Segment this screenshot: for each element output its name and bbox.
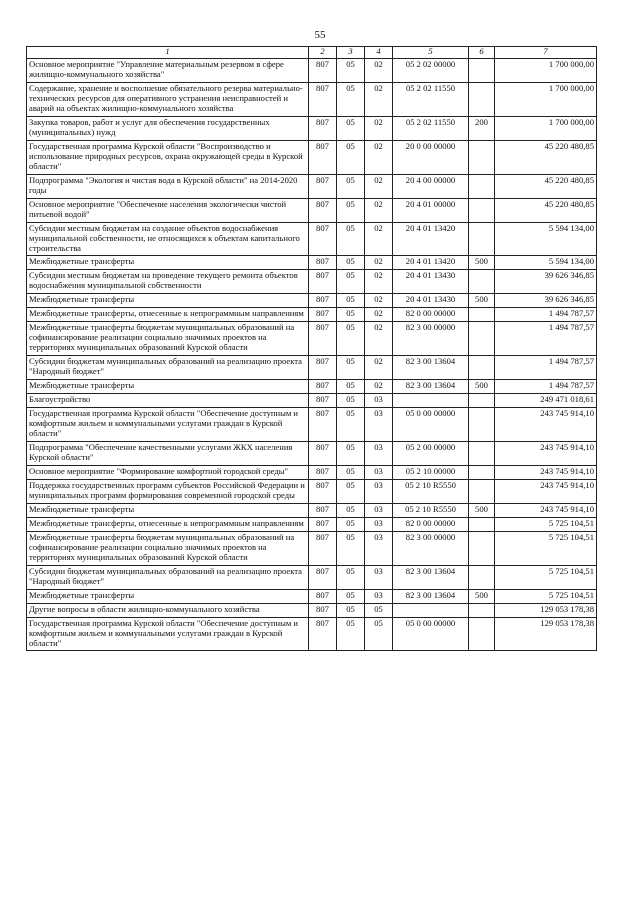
row-name-cell: Субсидии бюджетам муниципальных образований на реализацию проекта "Народный бюджет" [27,565,309,589]
section-code-cell: 05 [337,270,365,294]
row-name-cell: Подпрограмма "Экология и чистая вода в Курской области" на 2014-2020 годы [27,174,309,198]
table-row [27,380,597,394]
amount-cell: 243 745 914,10 [495,442,597,466]
subsection-code-cell: 03 [365,531,393,565]
expense-type-cell [469,308,495,322]
header-cell: 4 [365,47,393,59]
expense-type-cell [469,198,495,222]
header-row [27,47,597,59]
section-code-cell: 05 [337,531,365,565]
row-name-cell: Межбюджетные трансферты [27,294,309,308]
section-code-cell: 05 [337,565,365,589]
expense-type-cell [469,479,495,503]
grbs-code-cell: 807 [309,479,337,503]
target-article-cell: 05 0 00 00000 [393,408,469,442]
target-article-cell: 82 3 00 13604 [393,589,469,603]
subsection-code-cell: 02 [365,222,393,256]
subsection-code-cell: 02 [365,322,393,356]
table-row [27,479,597,503]
amount-cell: 45 220 480,85 [495,174,597,198]
table-row [27,322,597,356]
subsection-code-cell: 05 [365,617,393,651]
table-row [27,503,597,517]
grbs-code-cell: 807 [309,408,337,442]
section-code-cell: 05 [337,222,365,256]
amount-cell: 1 700 000,00 [495,59,597,83]
amount-cell: 243 745 914,10 [495,503,597,517]
expense-type-cell [469,174,495,198]
table-row [27,256,597,270]
expense-type-cell [469,531,495,565]
subsection-code-cell: 02 [365,380,393,394]
target-article-cell: 20 4 01 13420 [393,256,469,270]
target-article-cell: 20 4 01 13430 [393,270,469,294]
target-article-cell: 05 2 02 00000 [393,59,469,83]
table-row [27,565,597,589]
section-code-cell: 05 [337,503,365,517]
grbs-code-cell: 807 [309,308,337,322]
row-name-cell: Межбюджетные трансферты бюджетам муниципальных образований на софинансирование реализации социально значимых проектов на территориях муниципальных образований Курской области [27,322,309,356]
amount-cell: 129 053 178,38 [495,603,597,617]
amount-cell: 243 745 914,10 [495,479,597,503]
table-row [27,517,597,531]
target-article-cell: 05 2 02 11550 [393,82,469,116]
table-row [27,294,597,308]
target-article-cell [393,394,469,408]
target-article-cell: 82 0 00 00000 [393,517,469,531]
amount-cell: 1 494 787,57 [495,308,597,322]
row-name-cell: Подпрограмма "Обеспечение качественными услугами ЖКХ населения Курской области" [27,442,309,466]
row-name-cell: Межбюджетные трансферты бюджетам муниципальных образований на софинансирование реализации социально значимых проектов на территориях муниципальных образований Курской области [27,531,309,565]
section-code-cell: 05 [337,308,365,322]
grbs-code-cell: 807 [309,294,337,308]
section-code-cell: 05 [337,59,365,83]
section-code-cell: 05 [337,465,365,479]
subsection-code-cell: 02 [365,198,393,222]
subsection-code-cell: 03 [365,408,393,442]
table-row [27,589,597,603]
row-name-cell: Основное мероприятие "Формирование комфортной городской среды" [27,465,309,479]
subsection-code-cell: 03 [365,503,393,517]
amount-cell: 129 053 178,38 [495,617,597,651]
subsection-code-cell: 02 [365,82,393,116]
expense-type-cell: 200 [469,116,495,140]
expense-type-cell [469,517,495,531]
target-article-cell: 82 3 00 13604 [393,356,469,380]
amount-cell: 5 594 134,00 [495,222,597,256]
expense-type-cell [469,222,495,256]
expense-type-cell: 500 [469,589,495,603]
grbs-code-cell: 807 [309,603,337,617]
amount-cell: 45 220 480,85 [495,198,597,222]
subsection-code-cell: 02 [365,140,393,174]
section-code-cell: 05 [337,517,365,531]
grbs-code-cell: 807 [309,589,337,603]
row-name-cell: Основное мероприятие "Обеспечение населения экологически чистой питьевой водой" [27,198,309,222]
table-row [27,617,597,651]
subsection-code-cell: 03 [365,479,393,503]
grbs-code-cell: 807 [309,380,337,394]
subsection-code-cell: 02 [365,174,393,198]
amount-cell: 243 745 914,10 [495,408,597,442]
table-row [27,442,597,466]
expense-type-cell [469,322,495,356]
amount-cell: 5 725 104,51 [495,565,597,589]
section-code-cell: 05 [337,322,365,356]
amount-cell: 5 725 104,51 [495,517,597,531]
table-row [27,603,597,617]
grbs-code-cell: 807 [309,82,337,116]
header-cell: 1 [27,47,309,59]
amount-cell: 39 626 346,85 [495,294,597,308]
row-name-cell: Другие вопросы в области жилищно-коммунального хозяйства [27,603,309,617]
subsection-code-cell: 02 [365,356,393,380]
section-code-cell: 05 [337,256,365,270]
row-name-cell: Государственная программа Курской области "Обеспечение доступным и комфортным жильем и коммунальными услугами граждан в Курской области" [27,617,309,651]
header-cell: 2 [309,47,337,59]
target-article-cell: 82 0 00 00000 [393,308,469,322]
target-article-cell: 82 3 00 00000 [393,531,469,565]
section-code-cell: 05 [337,82,365,116]
table-row [27,140,597,174]
subsection-code-cell: 02 [365,308,393,322]
table-row [27,308,597,322]
expense-type-cell: 500 [469,503,495,517]
subsection-code-cell: 03 [365,517,393,531]
section-code-cell: 05 [337,442,365,466]
row-name-cell: Межбюджетные трансферты [27,380,309,394]
target-article-cell: 05 2 02 11550 [393,116,469,140]
table-row [27,116,597,140]
subsection-code-cell: 03 [365,465,393,479]
section-code-cell: 05 [337,116,365,140]
expense-type-cell [469,140,495,174]
expense-type-cell [469,408,495,442]
subsection-code-cell: 03 [365,589,393,603]
expense-type-cell: 500 [469,380,495,394]
row-name-cell: Субсидии местным бюджетам на создание объектов водоснабжения муниципальной собственности, не относящихся к объектам капитального строительства [27,222,309,256]
grbs-code-cell: 807 [309,394,337,408]
section-code-cell: 05 [337,380,365,394]
row-name-cell: Поддержка государственных программ субъектов Российской Федерации и муниципальных программ формирования современной городской среды [27,479,309,503]
section-code-cell: 05 [337,356,365,380]
target-article-cell: 20 4 00 00000 [393,174,469,198]
target-article-cell [393,603,469,617]
table-row [27,531,597,565]
section-code-cell: 05 [337,174,365,198]
row-name-cell: Межбюджетные трансферты [27,503,309,517]
target-article-cell: 82 3 00 13604 [393,565,469,589]
header-cell: 7 [495,47,597,59]
header-cell: 6 [469,47,495,59]
amount-cell: 45 220 480,85 [495,140,597,174]
grbs-code-cell: 807 [309,140,337,174]
expense-type-cell [469,465,495,479]
header-cell: 5 [393,47,469,59]
expense-type-cell [469,270,495,294]
amount-cell: 249 471 018,61 [495,394,597,408]
row-name-cell: Содержание, хранение и восполнение обязательного резерва материально-технических ресурсов для оперативного устранения неисправностей и аварий на объектах жилищно-коммунального хозяйства [27,82,309,116]
row-name-cell: Благоустройство [27,394,309,408]
table-row [27,222,597,256]
grbs-code-cell: 807 [309,322,337,356]
table-row [27,465,597,479]
table-row [27,394,597,408]
amount-cell: 1 494 787,57 [495,356,597,380]
target-article-cell: 05 0 00 00000 [393,617,469,651]
section-code-cell: 05 [337,394,365,408]
grbs-code-cell: 807 [309,116,337,140]
section-code-cell: 05 [337,408,365,442]
row-name-cell: Межбюджетные трансферты, отнесенные к непрограммным направлениям [27,308,309,322]
section-code-cell: 05 [337,479,365,503]
section-code-cell: 05 [337,617,365,651]
section-code-cell: 05 [337,603,365,617]
expense-type-cell [469,565,495,589]
subsection-code-cell: 02 [365,270,393,294]
row-name-cell: Межбюджетные трансферты [27,589,309,603]
target-article-cell: 05 2 10 R5550 [393,479,469,503]
target-article-cell: 05 2 00 00000 [393,442,469,466]
subsection-code-cell: 02 [365,294,393,308]
table-row [27,59,597,83]
grbs-code-cell: 807 [309,442,337,466]
expense-type-cell [469,617,495,651]
subsection-code-cell: 03 [365,394,393,408]
table-row [27,82,597,116]
grbs-code-cell: 807 [309,565,337,589]
expense-type-cell [469,356,495,380]
expense-type-cell [469,394,495,408]
table-row [27,356,597,380]
amount-cell: 1 494 787,57 [495,380,597,394]
target-article-cell: 05 2 10 00000 [393,465,469,479]
page-number: 55 [314,29,326,41]
target-article-cell: 05 2 10 R5550 [393,503,469,517]
row-name-cell: Субсидии бюджетам муниципальных образований на реализацию проекта "Народный бюджет" [27,356,309,380]
grbs-code-cell: 807 [309,617,337,651]
table-row [27,174,597,198]
grbs-code-cell: 807 [309,531,337,565]
subsection-code-cell: 05 [365,603,393,617]
amount-cell: 5 594 134,00 [495,256,597,270]
target-article-cell: 20 4 01 00000 [393,198,469,222]
row-name-cell: Государственная программа Курской области "Обеспечение доступным и комфортным жильем и коммунальными услугами граждан в Курской области" [27,408,309,442]
row-name-cell: Закупка товаров, работ и услуг для обеспечения государственных (муниципальных) нужд [27,116,309,140]
expense-type-cell: 500 [469,294,495,308]
expense-type-cell [469,442,495,466]
subsection-code-cell: 03 [365,442,393,466]
row-name-cell: Межбюджетные трансферты, отнесенные к непрограммным направлениям [27,517,309,531]
amount-cell: 243 745 914,10 [495,465,597,479]
target-article-cell: 20 0 00 00000 [393,140,469,174]
grbs-code-cell: 807 [309,256,337,270]
subsection-code-cell: 02 [365,59,393,83]
section-code-cell: 05 [337,140,365,174]
amount-cell: 5 725 104,51 [495,589,597,603]
section-code-cell: 05 [337,198,365,222]
amount-cell: 1 700 000,00 [495,82,597,116]
grbs-code-cell: 807 [309,465,337,479]
header-cell: 3 [337,47,365,59]
target-article-cell: 82 3 00 00000 [393,322,469,356]
amount-cell: 39 626 346,85 [495,270,597,294]
grbs-code-cell: 807 [309,198,337,222]
expense-type-cell [469,82,495,116]
table-row [27,408,597,442]
grbs-code-cell: 807 [309,356,337,380]
section-code-cell: 05 [337,294,365,308]
section-code-cell: 05 [337,589,365,603]
row-name-cell: Основное мероприятие "Управление материальным резервом в сфере жилищно-коммунального хозяйства" [27,59,309,83]
subsection-code-cell: 02 [365,116,393,140]
row-name-cell: Субсидии местным бюджетам на проведение текущего ремонта объектов водоснабжения муниципальной собственности [27,270,309,294]
grbs-code-cell: 807 [309,517,337,531]
subsection-code-cell: 02 [365,256,393,270]
grbs-code-cell: 807 [309,59,337,83]
expense-type-cell [469,59,495,83]
row-name-cell: Межбюджетные трансферты [27,256,309,270]
target-article-cell: 20 4 01 13430 [393,294,469,308]
grbs-code-cell: 807 [309,222,337,256]
target-article-cell: 20 4 01 13420 [393,222,469,256]
grbs-code-cell: 807 [309,174,337,198]
amount-cell: 1 494 787,57 [495,322,597,356]
grbs-code-cell: 807 [309,503,337,517]
budget-table [26,46,597,651]
expense-type-cell [469,603,495,617]
amount-cell: 5 725 104,51 [495,531,597,565]
expense-type-cell: 500 [469,256,495,270]
amount-cell: 1 700 000,00 [495,116,597,140]
subsection-code-cell: 03 [365,565,393,589]
grbs-code-cell: 807 [309,270,337,294]
target-article-cell: 82 3 00 13604 [393,380,469,394]
table-row [27,198,597,222]
row-name-cell: Государственная программа Курской области "Воспроизводство и использование природных ресурсов, охрана окружающей среды в Курской области" [27,140,309,174]
table-row [27,270,597,294]
